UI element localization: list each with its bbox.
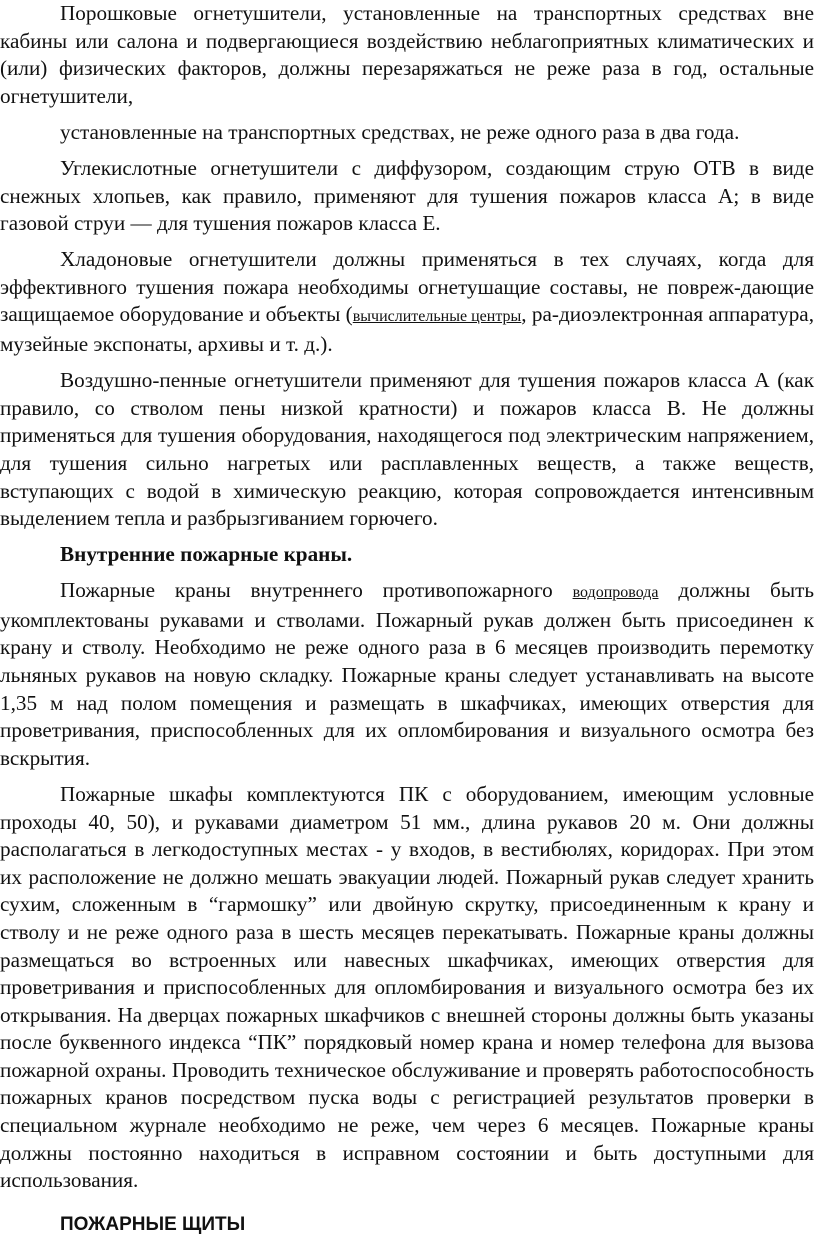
paragraph-halon-extinguishers <box>0 246 814 358</box>
halon-text-end: , ра-диоэлектронная аппаратура, музейные экспонаты, архивы и т. д.). <box>0 302 814 357</box>
hydrants-text-start: Пожарные краны внутреннего противопожарного <box>60 578 573 603</box>
paragraph-fire-cabinets: Пожарные шкафы комплектуются ПК с оборудованием, имеющим условные проходы 40, 50), и рукавами диаметром 51 мм., длина рукавов 20 м. Они должны располагаться в легкодоступных местах - у входов, в вестибюлях, коридорах. При этом их расположение не должно мешать эвакуации людей. Пожарный рукав следует хранить сухим, сложенным в “гармошку” или двойную скрутку, присоединенным к крану и стволу и не реже одного раза в шесть месяцев перекатывать. Пожарные краны должны размещаться во встроенных или навесных шкафчиках, имеющих отверстия для проветривания и приспособленных для опломбирования и визуального осмотра без их открывания. На дверцах пожарных шкафчиков с внешней стороны должны быть указаны после буквенного индекса “ПК” порядковый номер крана и номер телефона для вызова пожарной охраны. Проводить техническое обслуживание и проверять работоспособность пожарных кранов посредством пуска воды с регистрацией результатов проверки в специальном журнале необходимо не реже, чем через 6 месяцев. Пожарные краны должны постоянно находиться в исправном состоянии и быть доступными для использования. <box>0 781 814 1193</box>
section-heading-fire-boards: ПОЖАРНЫЕ ЩИТЫ <box>60 1213 246 1235</box>
water-supply-link[interactable]: водопровода <box>572 584 659 602</box>
computing-centers-link[interactable]: вычислительные центры <box>352 308 522 326</box>
paragraph-co2-extinguishers: Углекислотные огнетушители с диффузором, создающим струю ОТВ в виде снежных хлопьев, как правило, применяют для тушения пожаров класса А; в виде газовой струи — для тушения пожаров класса Е. <box>0 155 814 236</box>
paragraph-fire-hydrants <box>0 577 814 772</box>
paragraph-powder-extinguishers: Порошковые огнетушители, установленные на транспортных средствах вне кабины или салона и подвергающиеся воздействию неблагоприятных климатических и (или) физических факторов, должны перезаряжаться не реже раза в год, остальные огнетушители, <box>0 1 814 108</box>
paragraph-foam-extinguishers: Воздушно-пенные огнетушители применяют для тушения пожаров класса А (как правило, со стволом пены низкой кратности) и пожаров класса В. Не должны применяться для тушения оборудования, находящегося под электрическим напряжением, для тушения сильно нагретых или расплавленных веществ, а также веществ, вступающих с водой в химическую реакцию, которая сопровождается интенсивным выделением тепла и разбрызгиванием горючего. <box>0 368 814 531</box>
paragraph-powder-extinguishers-continued: установленные на транспортных средствах, не реже одного раза в два года. <box>60 119 740 144</box>
section-heading-fire-hydrants: Внутренние пожарные краны. <box>60 542 353 567</box>
halon-text-start: Хладоновые огнетушители должны применяться в тех случаях, когда для эффективного тушения пожара необходимы огнетушащие составы, не повреж-дающие защищаемое оборудование и объекты ( <box>0 247 814 327</box>
hydrants-text-end: должны быть укомплектованы рукавами и стволами. Пожарный рукав должен быть присоединен к крану и стволу. Необходимо не реже одного раза в 6 месяцев производить перемотку льняных рукавов на новую складку. Пожарные краны следует устанавливать на высоте 1,35 м над полом помещения и размещать в шкафчиках, имеющих отверстия для проветривания, приспособленных для их опломбирования и визуального осмотра без вскрытия. <box>0 578 814 770</box>
